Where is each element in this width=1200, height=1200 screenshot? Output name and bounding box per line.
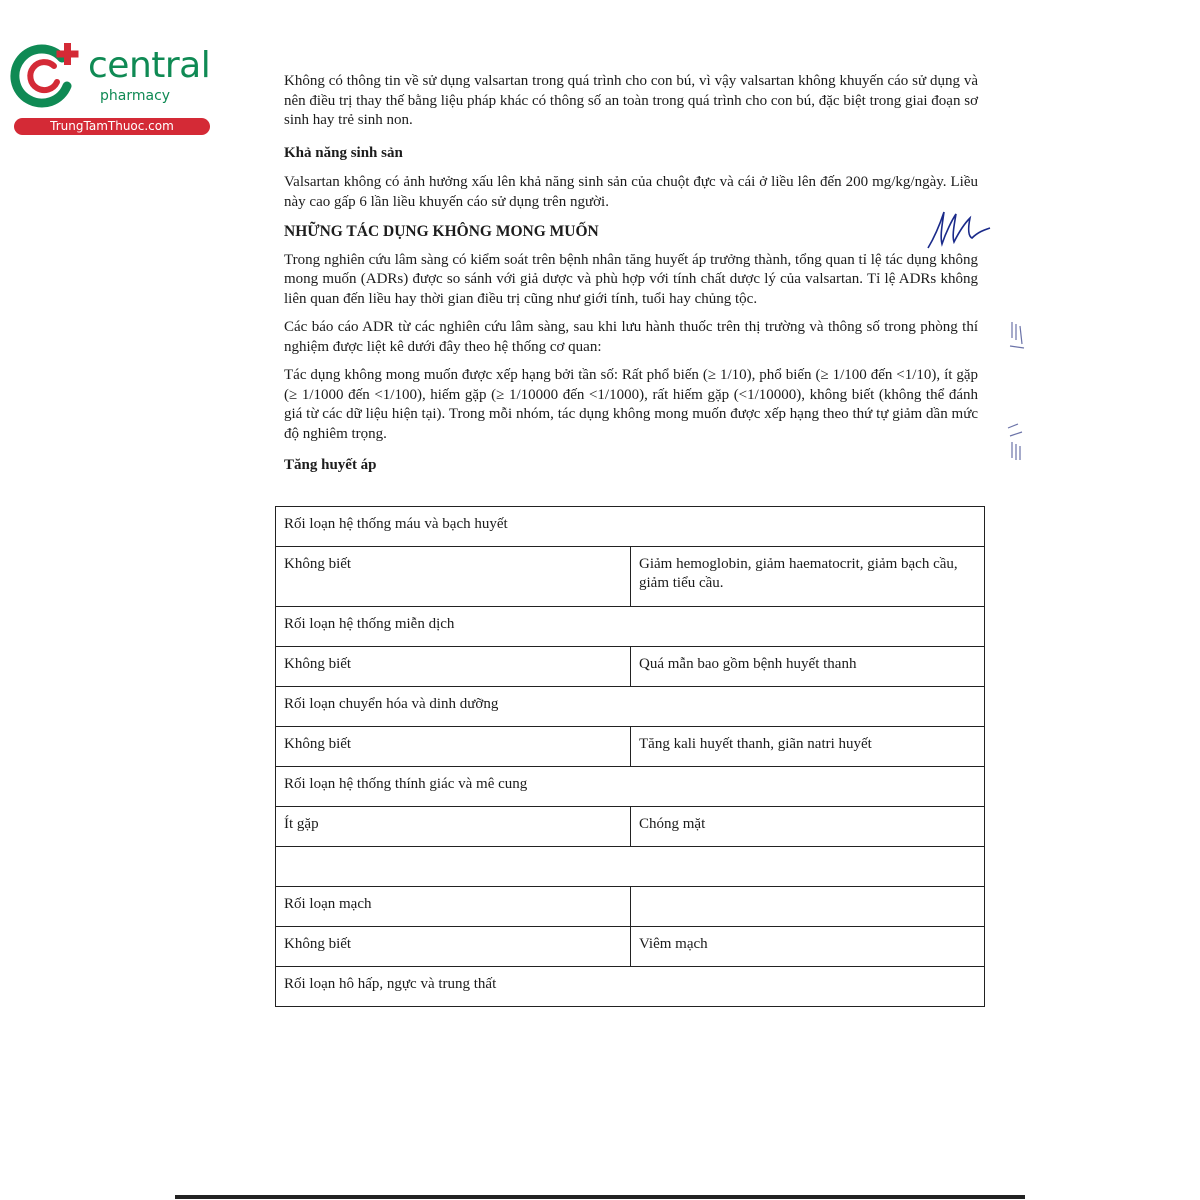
effect-cell: Viêm mạch — [631, 927, 985, 967]
effect-cell: Giảm hemoglobin, giảm haematocrit, giảm bạch cầu, giảm tiểu cầu. — [631, 547, 985, 607]
table-row — [276, 687, 985, 727]
bottom-divider — [175, 1195, 1025, 1199]
frequency-cell: Không biết — [276, 547, 631, 607]
table-row — [276, 547, 985, 607]
breastfeeding-paragraph: Không có thông tin về sử dụng valsartan trong quá trình cho con bú, vì vậy valsartan không khuyến cáo sử dụng và nên điều trị thay thế bằng liệu pháp khác có thông số an toàn trong quá trình cho con bú, đặc biệt trong giai đoạn sơ sinh hay trẻ sinh non. — [284, 73, 978, 128]
frequency-definition-paragraph: Tác dụng không mong muốn được xếp hạng bởi tần số: Rất phổ biến (≥ 1/10), phổ biến (≥ 1/100 đến <1/10), ít gặp (≥ 1/1000 đến <1/100), hiếm gặp (≥ 1/10000 đến <1/1000), rất hiếm gặp (<1/10000), không biết (không thể đánh giá từ các dữ liệu hiện tại). Trong mỗi nhóm, tác dụng không mong muốn được xếp hạng theo thứ tự giảm dần mức độ nghiêm trọng. — [284, 367, 978, 442]
table-row — [276, 607, 985, 647]
hypertension-heading: Tăng huyết áp — [284, 457, 377, 473]
table-row — [276, 647, 985, 687]
table-row — [276, 887, 985, 927]
adverse-reactions-table — [275, 506, 985, 1007]
fertility-heading: Khả năng sinh sản — [284, 145, 403, 161]
table-row — [276, 727, 985, 767]
clinical-trials-paragraph: Trong nghiên cứu lâm sàng có kiểm soát trên bệnh nhân tăng huyết áp trưởng thành, tổng quan tỉ lệ tác dụng không mong muốn (ADRs) được so sánh với giả dược và phù hợp với tính chất dược lý của valsartan. Tỉ lệ ADRs không liên quan đến liều hay thời gian điều trị cũng như giới tính, tuổi hay chủng tộc. — [284, 251, 978, 307]
table-row — [276, 927, 985, 967]
document-body — [284, 72, 978, 476]
central-pharmacy-logo — [10, 36, 220, 136]
signature-icon — [924, 208, 994, 252]
table-row — [276, 507, 985, 547]
adr-reports-paragraph: Các báo cáo ADR từ các nghiên cứu lâm sàng, sau khi lưu hành thuốc trên thị trường và thông số trong phòng thí nghiệm được liệt kê dưới đây theo hệ thống cơ quan: — [284, 319, 978, 355]
organ-class-cell: Rối loạn hệ thống miễn dịch — [276, 607, 985, 647]
table-row — [276, 967, 985, 1007]
pharmacy-cross-logo-icon — [10, 36, 90, 116]
organ-class-cell: Rối loạn chuyển hóa và dinh dưỡng — [276, 687, 985, 727]
table-row — [276, 767, 985, 807]
empty-cell — [276, 847, 985, 887]
frequency-cell: Không biết — [276, 727, 631, 767]
organ-class-cell: Rối loạn hô hấp, ngực và trung thất — [276, 967, 985, 1007]
margin-stamp-marks-icon — [1004, 318, 1032, 468]
effect-cell: Quá mẫn bao gồm bệnh huyết thanh — [631, 647, 985, 687]
brand-name: central — [88, 45, 211, 86]
effect-cell: Tăng kali huyết thanh, giãn natri huyết — [631, 727, 985, 767]
frequency-cell: Ít gặp — [276, 807, 631, 847]
brand-subtitle: pharmacy — [100, 88, 171, 104]
table-row-empty — [276, 847, 985, 887]
organ-class-cell: Rối loạn hệ thống máu và bạch huyết — [276, 507, 985, 547]
brand-website-link[interactable]: TrungTamThuoc.com — [14, 118, 210, 135]
fertility-paragraph: Valsartan không có ảnh hưởng xấu lên khả năng sinh sản của chuột đực và cái ở liều lên đến 200 mg/kg/ngày. Liều này cao gấp 6 lần liều khuyến cáo sử dụng trên người. — [284, 174, 978, 210]
organ-class-cell: Rối loạn hệ thống thính giác và mê cung — [276, 767, 985, 807]
table-row — [276, 807, 985, 847]
adverse-effects-heading: NHỮNG TÁC DỤNG KHÔNG MONG MUỐN — [284, 223, 599, 240]
frequency-cell: Không biết — [276, 927, 631, 967]
frequency-cell: Không biết — [276, 647, 631, 687]
empty-cell — [631, 887, 985, 927]
organ-class-cell: Rối loạn mạch — [276, 887, 631, 927]
effect-cell: Chóng mặt — [631, 807, 985, 847]
